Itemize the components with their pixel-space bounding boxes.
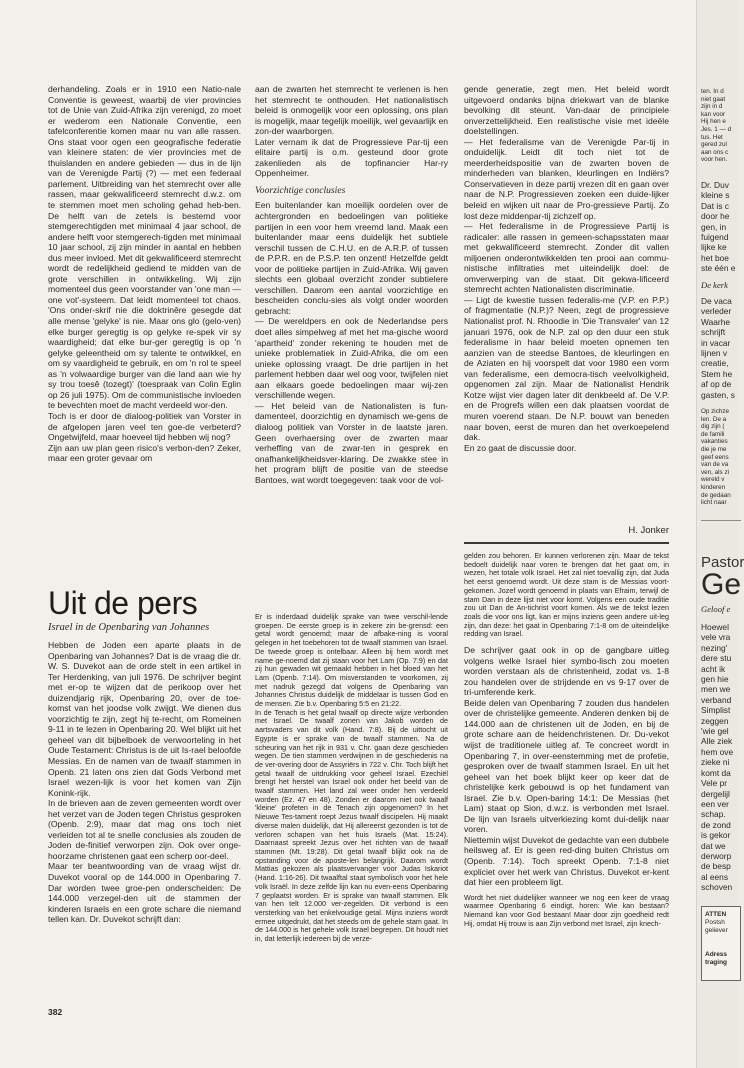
paragraph: In de brieven aan de zeven gemeenten wordt over het verzet van de Joden tegen Christus gesproken (Openb. 2:9), maar dat mag ons toch niet verleiden tot al te snelle conclusies als zouden de Joden de-finitief verworpen zijn. Ook over onge-hoorzame christenen gaat een scherp oor-deel. bbox=[48, 798, 241, 861]
paragraph: Zijn aan uw plan geen risico's verbon-den? Zeker, maar een groter gevaar om bbox=[48, 442, 241, 464]
text-fragment: Hoewel vele vra nezing' dere stu acht ik gen hie men we verband Simplist zeggen 'wie gel Alle ziek hem ove zieke ni komt da Vele pr dergelijl een ver schap. de zond is gekor dat we derworp de besp al eens schoven bbox=[701, 622, 734, 893]
strip-heading: Pastor bbox=[701, 554, 744, 571]
section-heading: Voorzichtige conclusies bbox=[255, 184, 346, 196]
quote-continuation: gelden zou behoren. Er kunnen verlorenen zijn. Maar de tekst bedoelt duidelijk naar voren te brengen dat het gaat om, in wezen, het totale volk Israel. Het zal niet toevallig zijn, dat Juda het eerst genoemd wordt. Uit deze stam is de Messias voort-gekomen. Jozef wordt genoemd in plaats van Efraim, terwijl de stam Dan in deze lijst niet voor komt. Volgens een oude traditie zou uit Dan de An-tichrist voort komen. Als we de tekst lezen zoals die voor ons ligt, kan er mijns inziens geen andere uit-leg zijn, dan deze: het gaat in Openbaring 7:1-8 om de uiteindelijke redding van Israel. bbox=[464, 551, 669, 639]
paragraph: Later vernam ik dat de Progressieve Par-tij een elitaire partij is o.m. gesteund door grote zakenlieden als de topfinancier Har-ry Oppenheimer. bbox=[255, 136, 448, 179]
paragraph: Er is inderdaad duidelijk sprake van twee verschil-lende groepen. De eerste groep is in zekere zin be-grensd: een getal wordt genoemd; maar de afbake-ning is vooral gelegen in het toebehoren tot de twaalf stammen van Israel. De tweede groep is ontelbaar. Alleen bij hem wordt met name ge-noemd dat zij staan voor het Lam (Op. 7:9) en dat zij hun gewaden wit gemaakt hebben in het bloed van het Lam (Openb. 7:14). Om misverstanden te voorkomen, zij met nadruk gezegd dat volgens de Openbaring van Johannes Christus duidelijk de middelaar is tussen God en de mensen. Zie b.v. Openbaring 5:5 en 21:22. bbox=[255, 612, 448, 709]
paragraph: Een buitenlander kan moeilijk oordelen over de achtergronden en bedoelingen van politieke partijen in een voor hem vreemd land. Maak een buitenlander maar eens duidelijk het subtiele verschil tussen de C.H.U. en de A.R.P. of tussen de P.P.R. en de P.S.P. ten onzent! Hetzelfde geldt voor de politieke partijen in Zuid-Afrika. Wij gaven slechts een globaal overzicht zonder subtielere verschillen. Daarom een aantal voorzichtige en bescheiden conclu-sies als volgt onder woorden gebracht: bbox=[255, 200, 448, 316]
paragraph: Beide delen van Openbaring 7 zouden dus handelen over de christelijke gemeente. Anderen denken bij de 144.000 aan de christenen uit de Joden, en bij de grote schare aan de heidenchristenen. Dr. Du-vekot wijst de traditionele uitleg af. Te concreet wordt in Openbaring 7, in over-eenstemming met de profetie, gesproken over de twaalf stammen Israel. En uit het geheel van het boek blijkt keer op keer dat de christelijke kerk gebouwd is op het fundament van Israel. Zie b.v. Open-baring 14:1: De Messias (het Lam) staat op Sion, d.w.z. is verbonden met Israel. De lijn van Israels uitverkiezing komt dui-delijk naar voren. bbox=[464, 697, 669, 835]
paragraph: gende generatie, zegt men. Het beleid wordt uitgevoerd ondanks bijna driekwart van de blanke bevolking dit steunt. Van-daar de principiele onverzettelijkheid. Een realistische visie met ideële doelstellingen. bbox=[464, 84, 669, 137]
article-column-3 bbox=[464, 552, 669, 1044]
paragraph: aan de zwarten het stemrecht te verlenen is hen het stemrecht te onthouden. Het nationalistisch beleid is onmogelijk voor een oplossing, ons plan is mogelijk, maar tegelijk moeilijk, wel gevaarlijk en zon-der waarborgen. bbox=[255, 84, 448, 137]
paragraph: — Het federalisme in de Progressieve Partij is radicaler: alle rassen in gemeen-schapsstaten maar met gekwalificeerd stemrecht. Zonder dit vallen miljoenen onderontwikkelden ten prooi aan commu-nistische infiltraties met uiteindelijk doel: de omverwerping van de staat. Dit gekwa-lificeerd stemrecht achten Nationalisten discriminatie. bbox=[464, 221, 669, 295]
page-number: 382 bbox=[48, 1007, 63, 1017]
strip-heading: Geloof e bbox=[701, 604, 731, 614]
notice-box: ATTEN Postsh geliever Adress traging bbox=[701, 906, 741, 981]
paragraph: — De wereldpers en ook de Nederlandse pers doet alles simpelweg af met het ma-gische woord 'apartheid' zonder rekening te houden met de unieke problematiek in Zuid-Afrika, die om een unieke oplossing vraagt. De drie partijen in het parlement hebben daar wel oog voor, twijfelen niet aan elkaars goede bedoelingen maar wij-zen verschillende wegen. bbox=[255, 316, 448, 401]
article-column-2-quote bbox=[255, 613, 448, 1043]
paragraph: Niettemin wijst Duvekot de gedachte van een dubbele heilsweg af. Er is geen red-ding buiten Christus om (Openb. 7:14). Toch spreekt Openb. 7:1-8 niet expliciet over het werk van Christus. Duvekot er-kent dat hier een probleem ligt. bbox=[464, 834, 669, 888]
author-signature: H. Jonker bbox=[628, 525, 669, 536]
paragraph: Maar ter beantwoording van de vraag wijst dr. Duvekot vooral op de 144.000 in Openbaring 7. Dar worden twee groe-pen onderscheiden: De 144.000 verzegel-den uit de stammen der kinderen Israels en een grote schare die niemand tellen kan. Dr. Duvekot schrijft dan: bbox=[48, 861, 241, 925]
top-column-2 bbox=[255, 84, 448, 540]
quote-paragraph: Wordt het niet duidelijker wanneer we nog een keer de vraag waarmee Openbaring 6 eindigt, horen: Wie kan bestaan? Niemand kan voor God bestaan! Maar door zijn goedheid redt Hij, omdat Hij trouw is aan Zijn verbond met Israel, zijn knech- bbox=[464, 892, 669, 928]
paragraph: Hebben de Joden een aparte plaats in de Openbaring van Johannes? Dat is de vraag die dr. W. S. Duvekot aan de orde stelt in een artikel in Ter Herdenking, van juli 1976. De schrijver begint met er-op te wijzen dat de perikoop over het duizendjarig rijk, Openbaring 20, over de toe-komst van het joodse volk zwijgt. We dienen dus voorzichtig te zijn, zegt hij te-recht, om Romeinen 9-11 in te lezen in Openbaring 20. Wel blijkt uit het geheel van dit bijbelboek de verwoorteling in het Oude Testament: Christus is de uit Is-rael beloofde Messias. En de namen van de twaalf stammen in Openb. 21 laten ons zien dat Gods Verbond met Israel wezen-lijk is voor het komen van Zijn Konink-rijk. bbox=[48, 640, 241, 798]
article-deck: Israel in de Openbaring van Johannes bbox=[48, 622, 210, 633]
paragraph: In de Tenach is het getal twaalf op directe wijze verbonden met Israel. De twaalf zonen van Jakob worden de aartsvaders van dit volk (Hand. 7:8). Bij de uittocht uit Egypte is er sprake van de twaalf stammen. Na de scheuring van het rijk in 931 v. Chr. gaan deze geschieden wegen. De tien stammen verdwijnen in de geschiedenis na de ver-overing door de Assyriërs in 722 v. Chr. Toch blijft het getal twaalf de uitdrukking voor geheel Israel. Ezechiël brengt het herstel van Israel ook onder het beeld van de twaalf stammen. Het land zal weer onder hen verdeeld worden (Ez. 47 en 48). Zonden er daarom niet ook twaalf 'kleine' profeten in de Tenach zijn opgenomen? In het Nieuwe Tes-tament roept Jezus twaalf discipelen. Hij maakt diverse malen duidelijk, dat Hij allereerst gezonden is tot de verloren schapen van het huis Israels (Mat. 15:24). Daarnaast spreekt Jezus over het richten van de twaalf stammen (Mt. 19:28). Dit getal twaalf blijkt ook na de opstanding voor de aposte-len belangrijk. Daarom wordt Mattias gekozen als plaatsvervanger voor Judas Iskariot (Hand. 1:16-26). Dit twaalftal staat symbolisch voor het hele volk Israël. In deze zelfde lijn kan nu even-eens Openbaring 7 geplaatst worden. Er is sprake van twaalf stammen. Elk van hen telt 12.000 ver-zegelden. Dit verbond is een versterking van het enkelvoudige getal. Mijns inziens wordt ermee uitgedrukt, dat het steeds om de gehele stam gaat. In de 144.000 is het gehele volk Israel begrepen. Dit houdt niet in, dat letterlijk iedereen bij de verze- bbox=[255, 707, 448, 944]
text-fragment: ten. In d niet gaat zijn in d kan voor Hij hen e Jes. 1 — d tus. Het gered zul aan ons c voor hen. bbox=[701, 88, 732, 164]
paragraph: Toch is er door de dialoog-politiek van Vorster in de afgelopen jaren veel ten goe-de verbeterd? Ongetwijfeld, maar hoeveel tijd hebben wij nog? bbox=[48, 410, 241, 443]
text-fragment: Dr. Duv kleine s Dat is c door he gen, in fuigend lijke ke het boe ste één e bbox=[701, 180, 736, 274]
strip-heading: De kerk bbox=[701, 280, 728, 290]
divider bbox=[701, 520, 741, 521]
article-column-1 bbox=[48, 640, 241, 1004]
paragraph: — Het federalisme van de Verenigde Par-tij in onduidelijk. Leidt dit toch niet tot de meerderheidspositie van de zwarten boven de minderheden van blanken, kleurlingen en Indiërs? Conservatieven in deze partij vrezen dit en gaan over naar de N.P. Progressieven zoeken een duide-lijker beleid en wijken uit naar de Pro-gressieve Partij. Zo lost deze middenpar-tij zichzelf op. bbox=[464, 136, 669, 221]
text-fragment: De vaca verleder Waarhe schrijft in vacar lijnen v creatie, Stem he af op de gasten, s bbox=[701, 296, 735, 400]
top-column-3 bbox=[464, 84, 669, 516]
top-column-1 bbox=[48, 84, 241, 540]
strip-heading: Ge bbox=[701, 568, 742, 601]
paragraph: — Ligt de kwestie tussen federalis-me (V.P. en P.P.) of fragmentatie (N.P.)? Neen, zegt de progressieve Nationalist prof. N. Rhoodie in 'Die Transvaler' van 12 januari 1976, ook de N.P. zal op den duur een stuk federalisme in haar beleid moeten opnemen ten aanzien van de steedse Bantoes, de kleurlingen en de Aziaten en hij voorspelt dat voor 1980 een vorm van federalisme, een democra-tisch veelvolkigheid, opgenomen zal zijn. Maar de Nationalist Hendrik Kotze wijst vier dagen later dit denkbeeld af. De V.P. en de Progrefs willen een dak plaatsen voordat de muren voerend staan. De N.P. bouwt van beneden naar boven, eerst de muren dan het overkoepelend dak. bbox=[464, 294, 669, 443]
paragraph: De schrijver gaat ook in op de gangbare uitleg volgens welke Israel hier symbo-lisch zou moeten worden verstaan als de christenheid, zodat vs. 1-8 zou handelen over de strijdende en vs 9-17 over de tri-umferende kerk. bbox=[464, 645, 669, 698]
section-divider bbox=[464, 542, 669, 544]
article-headline: Uit de pers bbox=[48, 585, 198, 621]
paragraph: — Het beleid van de Nationalisten is fun-damenteel, doorzichtig en dynamisch we-gens de dialoog politiek van Vorster in de laatste jaren. Geen overhaersing over de zwarten maar verheffing van de zwar-ten in gesprek en onafhankelijkheidsver-klaring. De zwakke stee in het program blijft de positie van de steedse Bantoes, wat wordt toegegeven: taak voor de vol- bbox=[255, 400, 448, 485]
adjacent-page-strip bbox=[696, 0, 744, 1068]
paragraph: En zo gaat de discussie door. bbox=[464, 442, 577, 453]
text-fragment: Op zichze len. De a dig zijn ( de famili vakanties die je me geef eens van de va ven, als zi wereld v kinderen de gedaan licht naar bbox=[701, 408, 731, 507]
paragraph: derhandeling. Zoals er in 1910 een Natio-nale Conventie is geweest, waarbij de vier provincies tot de Unie van Zuid-Afrika zijn verenigd, zo moet er wederom een Nationale Conventie, een tafelconferentie komen maar nu van alle rassen. Ons staat voor ogen een geografische federatie van kleinere staten: de vier provincies met de thuislanden en andere gebieden — dus in de lijn van de Verenigde Partij (?) — met een federaal parlement. Uitbreiding van het stemrecht over alle rassen, maar gekwalificeerd stemrecht d.w.z. om te stemmen moet men scholing gehad heb-ben. De helft van de zetels is bestemd voor stemgerechtigden met minimaal 4 jaar school, de andere helft voor stemgerech-tigden met minimaal 10 jaar school, zij zijn minder in aantal en hebben dus meer invloed. Met dit gekwalificeerd stemrecht wordt de redelijkheid gediend te midden van de grote verschillen in ontwikkeling. Wij zijn momenteel dus geen voorstander van 'one man — one vot'-systeem. Dat leidt momenteel tot chaos. 'Ons onder-skrif nie die doktrinêre gesegde dat alle mense 'gelyke' is nie. Maar ons glo (gelo-ven) elke burger geregtig is op gelyke re-spek vir sy waardigheid; dat elke bur-ger geregtig is op 'n gelyke geleentheid om sy talente te ontwikkel, en om sy vaardigheid te gebruik, en om 'n rol te speel as 'n volwaardige burger van die land aan wie hy sy trou toesê (tozegt)' (toespraak van Colin Eglin op 26 juli 1975). Om de communistische invloeden te bevechten moet de macht verdeeld wor-den. bbox=[48, 84, 241, 411]
